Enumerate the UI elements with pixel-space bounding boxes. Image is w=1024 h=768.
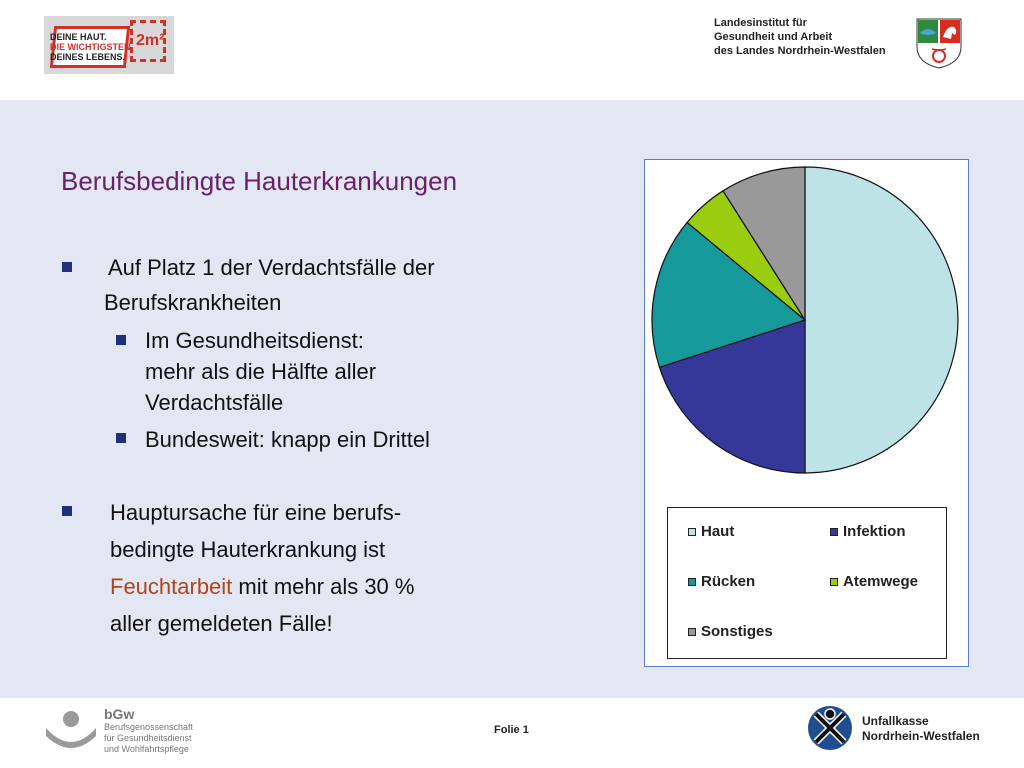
legend-label: Sonstiges bbox=[701, 623, 773, 640]
pie-chart bbox=[645, 160, 968, 500]
bgw-line3: und Wohlfahrtspflege bbox=[104, 744, 189, 754]
legend-label: Rücken bbox=[701, 573, 756, 590]
slide-header bbox=[0, 0, 1024, 100]
campaign-logo-mark: 2m² bbox=[136, 32, 165, 49]
bgw-name: bGw bbox=[104, 706, 135, 722]
slide-title: Berufsbedingte Hauterkrankungen bbox=[61, 166, 458, 196]
legend-swatch bbox=[830, 578, 838, 586]
bullet-square-icon bbox=[62, 506, 72, 516]
campaign-logo-line2: DIE WICHTIGSTEN bbox=[50, 42, 131, 52]
bgw-line2: für Gesundheitsdienst bbox=[104, 733, 192, 743]
bgw-description bbox=[104, 722, 193, 755]
bullet2-line4: aller gemeldeten Fälle! bbox=[110, 611, 333, 636]
legend-swatch bbox=[688, 528, 696, 536]
sub1-line2: mehr als die Hälfte aller bbox=[145, 359, 377, 384]
uk-line2: Nordrhein-Westfalen bbox=[862, 729, 980, 743]
legend-label: Haut bbox=[701, 523, 735, 540]
slide-body bbox=[0, 100, 1024, 698]
campaign-logo bbox=[44, 16, 174, 74]
legend-item-rücken bbox=[688, 573, 755, 590]
legend-item-sonstiges bbox=[688, 623, 773, 640]
legend-label: Atemwege bbox=[843, 573, 919, 590]
pie-slice-haut bbox=[805, 167, 958, 473]
sub1-line1: Im Gesundheitsdienst: bbox=[145, 328, 364, 353]
bullet2-line3 bbox=[110, 574, 414, 600]
bullet1-line2: Berufskrankheiten bbox=[104, 290, 282, 315]
sub2-line1: Bundesweit: knapp ein Drittel bbox=[145, 427, 430, 452]
institute-line1: Landesinstitut für bbox=[714, 17, 807, 29]
bullet1-line1: Auf Platz 1 der Verdachtsfälle der bbox=[108, 255, 435, 280]
pie-chart-panel bbox=[644, 159, 969, 667]
legend-swatch bbox=[688, 628, 696, 636]
highlight-feuchtarbeit: Feuchtarbeit bbox=[110, 574, 233, 599]
slide-footer bbox=[0, 698, 1024, 768]
bullet2-line2: bedingte Hauterkrankung ist bbox=[110, 537, 386, 562]
unfallkasse-logo-icon bbox=[806, 704, 854, 752]
sub1-line3: Verdachtsfälle bbox=[145, 390, 284, 415]
bullet-square-icon bbox=[116, 335, 126, 345]
nrw-crest-icon bbox=[914, 17, 964, 69]
legend-item-infektion bbox=[830, 523, 906, 540]
institute-line3: des Landes Nordrhein-Westfalen bbox=[714, 45, 886, 57]
uk-line1: Unfallkasse bbox=[862, 714, 929, 728]
legend-swatch bbox=[688, 578, 696, 586]
legend-swatch bbox=[830, 528, 838, 536]
campaign-logo-line3: DEINES LEBENS. bbox=[50, 52, 126, 62]
bullet2-line3-rest: mit mehr als 30 % bbox=[232, 574, 415, 599]
bgw-line1: Berufsgenossenschaft bbox=[104, 722, 194, 732]
institute-name bbox=[714, 16, 909, 58]
institute-line2: Gesundheit und Arbeit bbox=[714, 31, 833, 43]
legend-item-atemwege bbox=[830, 573, 918, 590]
legend-item-haut bbox=[688, 523, 734, 540]
bullet-square-icon bbox=[116, 433, 126, 443]
unfallkasse-name bbox=[862, 714, 980, 744]
bullet2-line1: Hauptursache für eine berufs- bbox=[110, 500, 402, 525]
bullet-square-icon bbox=[62, 262, 72, 272]
bgw-logo-icon bbox=[44, 710, 98, 752]
chart-legend bbox=[667, 507, 947, 659]
campaign-logo-line1: DEINE HAUT. bbox=[50, 32, 107, 42]
slide-number: Folie 1 bbox=[494, 724, 529, 736]
legend-label: Infektion bbox=[843, 523, 906, 540]
